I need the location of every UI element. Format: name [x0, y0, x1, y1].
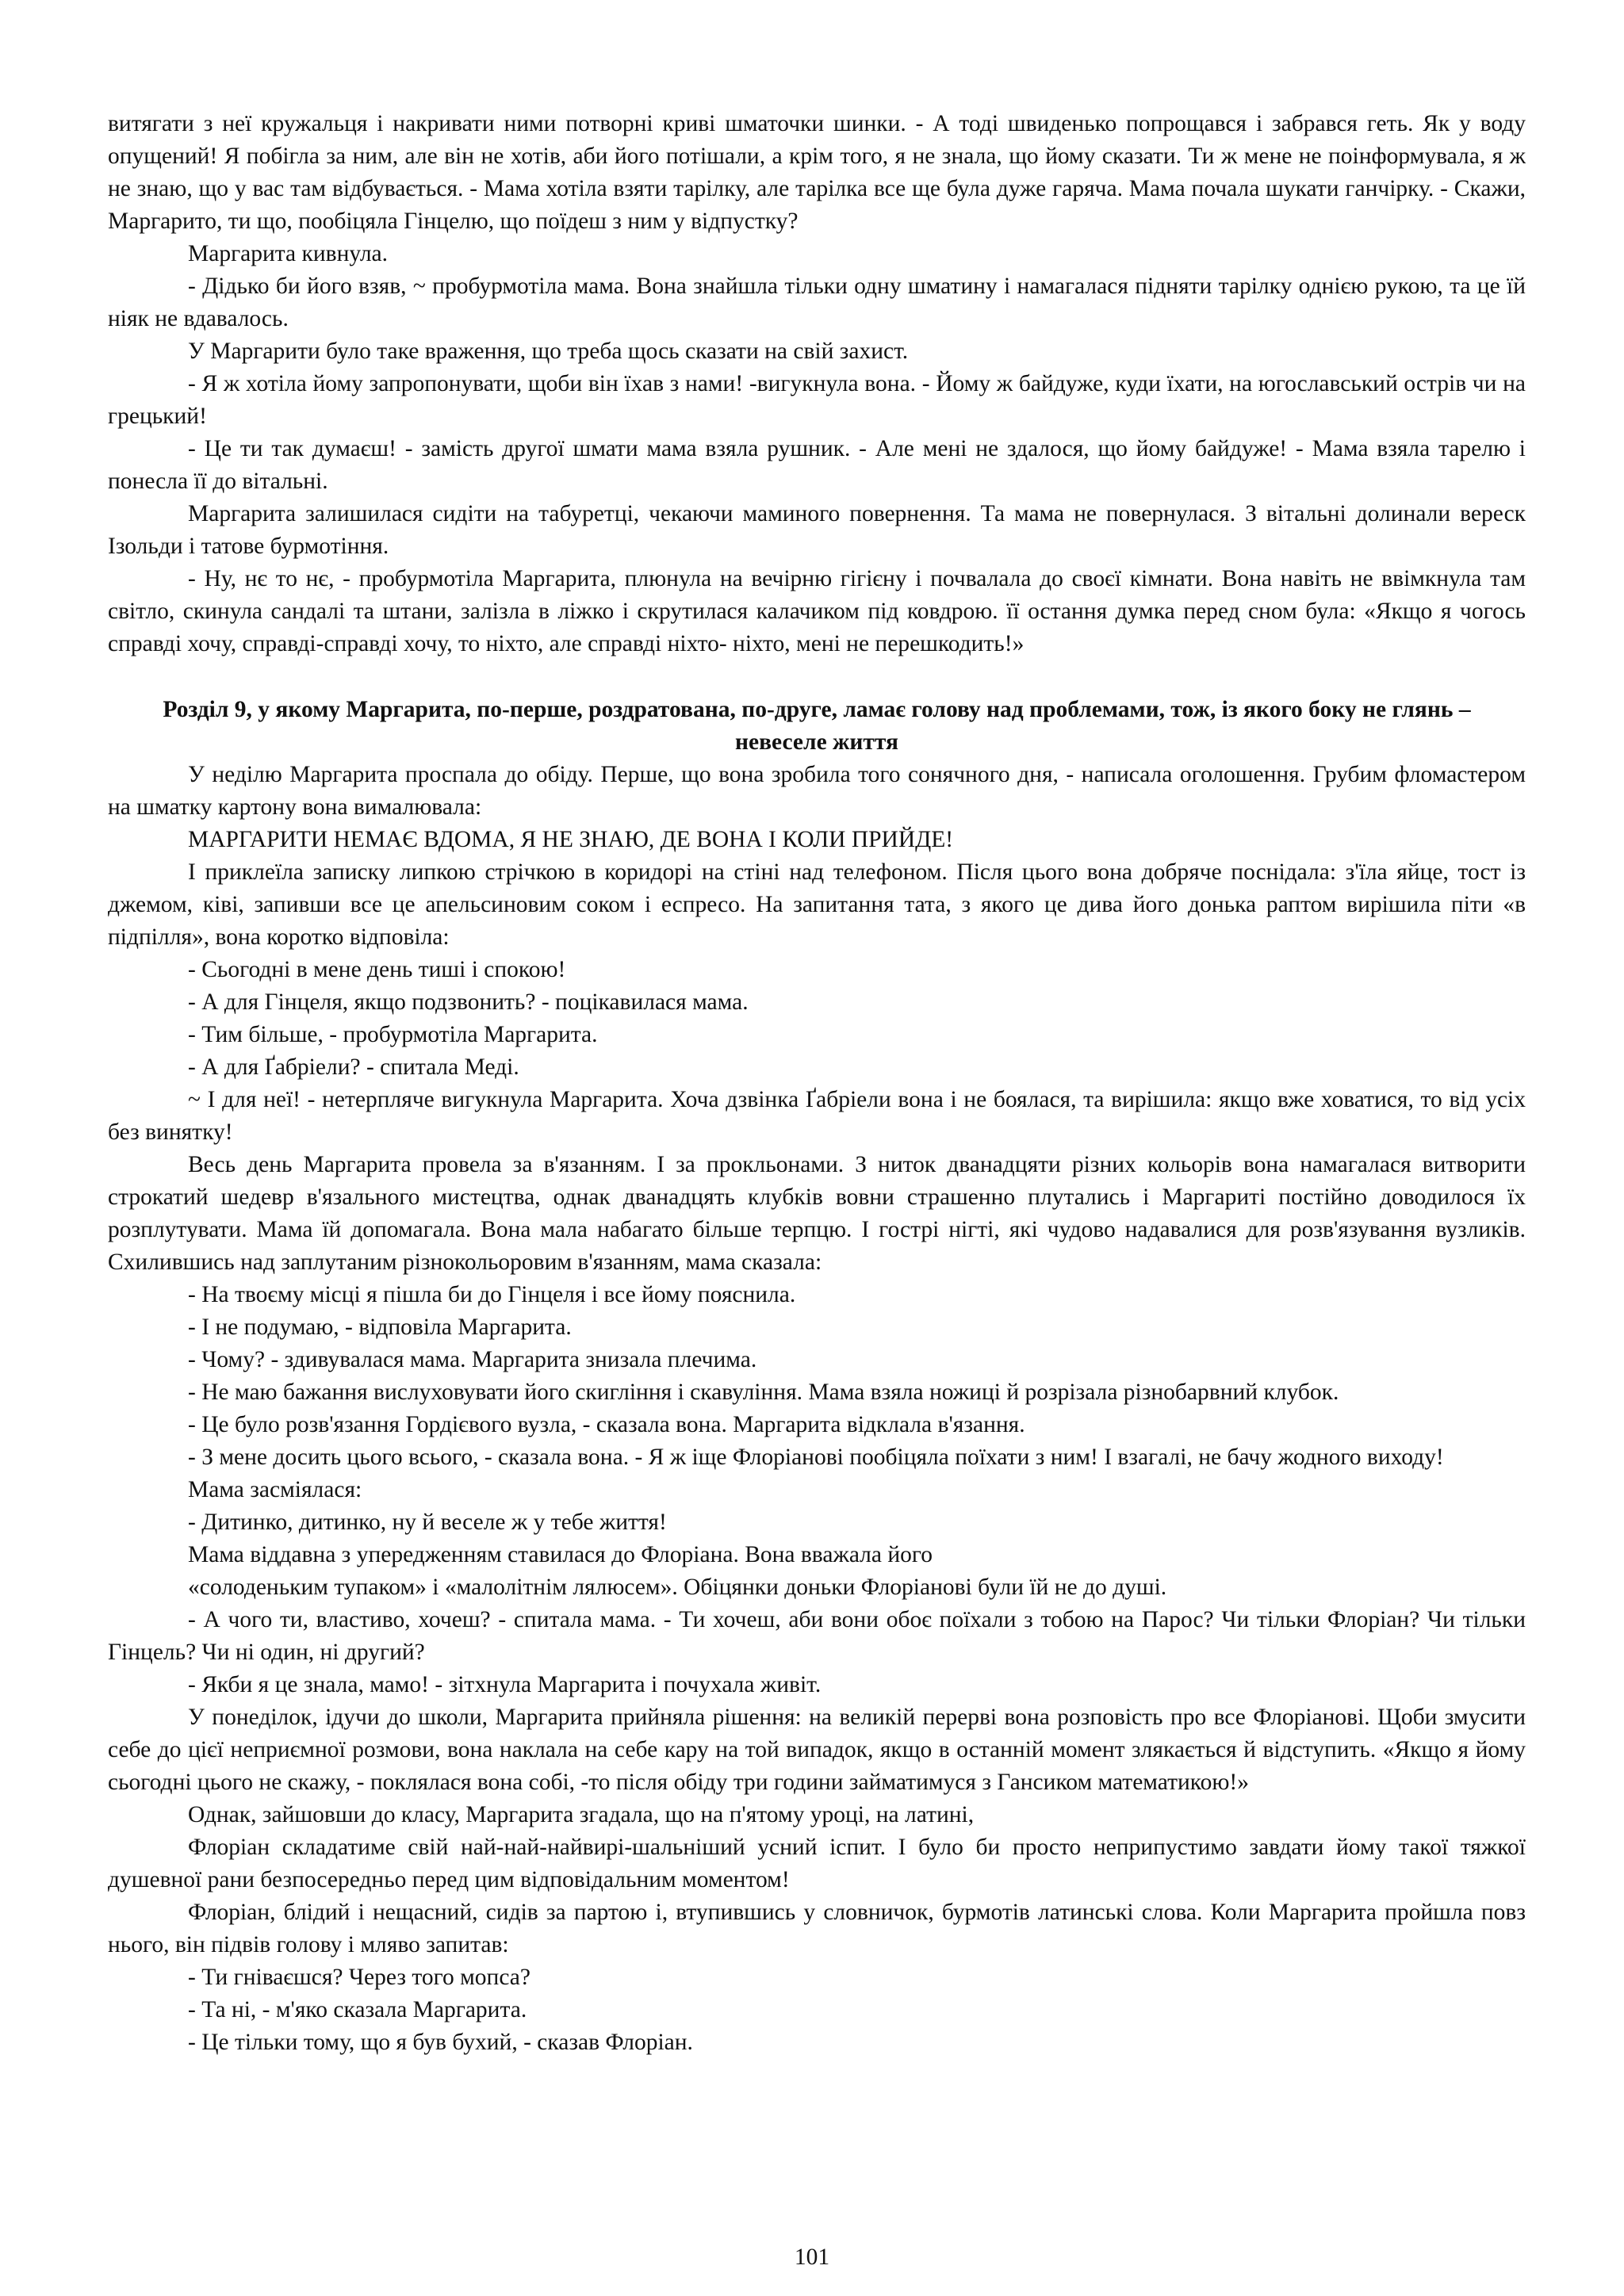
paragraph: витягати з неї кружальця і накривати ними потворні криві шматочки шинки. - А тоді швиденько попрощався і забрався геть. Як у воду опущений! Я побігла за ним, але він не хотів, аби його потішали, а крім того, я не знала, що йому сказати. Ти ж мене не поінформувала, я ж не знаю, що у вас там відбувається. - Мама хотіла взяти тарілку, але тарілка все ще була дуже гаряча. Мама почала шукати ганчірку. - Скажи, Маргарито, ти що, пообіцяла Гінцелю, що поїдеш з ним у відпустку?	[108, 111, 1526, 234]
paragraph: - Сьогодні в мене день тиші і спокою!	[188, 957, 566, 982]
paragraph: У Маргарити було таке враження, що треба щось сказати на свій захист.	[188, 339, 909, 364]
paragraph: Маргарита залишилася сидіти на табуретці, чекаючи маминого повернення. Та мама не повернулася. З вітальні долинали вереск Ізольди і татове бурмотіння.	[108, 501, 1526, 559]
paragraph: - Не маю бажання вислуховувати його скигління і скавуління. Мама взяла ножиці й розрізала різнобарвний клубок.	[188, 1380, 1339, 1405]
text-before-heading	[108, 108, 1526, 660]
paragraph: МАРГАРИТИ НЕМАЄ ВДОМА, Я НЕ ЗНАЮ, ДЕ ВОНА І КОЛИ ПРИЙДЕ!	[188, 827, 954, 852]
paragraph: - На твоєму місці я пішла би до Гінцеля і все йому пояснила.	[188, 1282, 796, 1307]
paragraph: - З мене досить цього всього, - сказала вона. - Я ж іще Флоріанові пообіцяла поїхати з ним! І взагалі, не бачу жодного виходу!	[188, 1445, 1444, 1470]
paragraph: - Дитинко, дитинко, ну й веселе ж у тебе життя!	[188, 1510, 667, 1535]
paragraph: ~ І для неї! - нетерпляче вигукнула Маргарита. Хоча дзвінка Ґабріели вона і не боялася, та вирішила: якщо вже ховатися, то від усіх без винятку!	[108, 1087, 1526, 1145]
paragraph: Весь день Маргарита провела за в'язанням. І за прокльонами. З ниток дванадцяти різних кольорів вона намагалася витворити строкатий шедевр в'язального мистецтва, однак дванадцять клубків вовни страшенно плутались і Маргариті постійно доводилося їх розплутувати. Мама їй допомагала. Вона мала набагато більше терпцю. І гострі нігті, які чудово надавалися для розв'язування вузликів. Схилившись над заплутаним різнокольоровим в'язанням, мама сказала:	[108, 1152, 1526, 1275]
chapter-heading: Розділ 9, у якому Маргарита, по-перше, роздратована, по-друге, ламає голову над проблемами, тож, із якого боку не глянь – невеселе життя	[163, 697, 1471, 755]
paragraph: Флоріан, блідий і нещасний, сидів за партою і, втупившись у словничок, бурмотів латинські слова. Коли Маргарита пройшла повз нього, він підвів голову і мляво запитав:	[108, 1900, 1526, 1957]
paragraph: - Та ні, - м'яко сказала Маргарита.	[188, 1997, 527, 2022]
paragraph: Флоріан складатиме свій най-най-найвирі-шальніший усний іспит. І було би просто неприпустимо завдати йому такої тяжкої душевної рани безпосередньо перед цим відповідальним моментом!	[108, 1835, 1526, 1892]
paragraph: «солоденьким тупаком» і «малолітнім лялюсем». Обіцянки доньки Флоріанові були їй не до душі.	[188, 1575, 1167, 1600]
paragraph: - Ти гніваєшся? Через того мопса?	[188, 1965, 530, 1990]
paragraph: Маргарита кивнула.	[188, 241, 389, 266]
paragraph: - Тим більше, - пробурмотіла Маргарита.	[188, 1022, 598, 1047]
paragraph: - Якби я це знала, мамо! - зітхнула Маргарита і почухала живіт.	[188, 1672, 822, 1697]
paragraph: - А чого ти, властиво, хочеш? - спитала мама. - Ти хочеш, аби вони обоє поїхали з тобою на Парос? Чи тільки Флоріан? Чи тільки Гінцель? Чи ні один, ні другий?	[108, 1607, 1526, 1665]
paragraph: Однак, зайшовши до класу, Маргарита згадала, що на п'ятому уроці, на латині,	[188, 1802, 975, 1827]
paragraph: - І не подумаю, - відповіла Маргарита.	[188, 1314, 572, 1340]
paragraph: Мама віддавна з упередженням ставилася до Флоріана. Вона вважала його	[188, 1542, 933, 1567]
paragraph: І приклеїла записку липкою стрічкою в коридорі на стіні над телефоном. Після цього вона добряче поснідала: з'їла яйце, тост із джемом, ківі, запивши все це апельсиновим соком і еспресо. На запитання тата, з якого це дива його донька раптом вирішила піти «в підпілля», вона коротко відповіла:	[108, 859, 1526, 950]
paragraph: Мама засміялася:	[188, 1477, 362, 1502]
paragraph: У неділю Маргарита проспала до обіду. Перше, що вона зробила того сонячного дня, - написала оголошення. Грубим фломастером на шматку картону вона вималювала:	[108, 762, 1526, 820]
paragraph: - Дідько би його взяв, ~ пробурмотіла мама. Вона знайшла тільки одну шматину і намагалася підняти тарілку однією рукою, та це їй ніяк не вдавалось.	[108, 274, 1526, 331]
page-number: 101	[794, 2244, 830, 2270]
paragraph: - А для Ґабріели? - спитала Меді.	[188, 1054, 519, 1080]
paragraph: - Це було розв'язання Гордієвого вузла, - сказала вона. Маргарита відклала в'язання.	[188, 1412, 1025, 1437]
paragraph: - Це тільки тому, що я був бухий, - сказав Флоріан.	[188, 2030, 693, 2055]
paragraph: - Ну, нє то нє, - пробурмотіла Маргарита, плюнула на вечірню гігієну і почвалала до своєї кімнати. Вона навіть не ввімкнула там світло, скинула сандалі та штани, залізла в ліжко і скрутилася калачиком під ковдрою. її остання думка перед сном була: «Якщо я чогось справді хочу, справді-справді хочу, то ніхто, але справді ніхто- ніхто, мені не перешкодить!»	[108, 566, 1526, 656]
text-after-heading	[108, 759, 1526, 2059]
paragraph: - А для Гінцеля, якщо подзвонить? - поцікавилася мама.	[188, 989, 749, 1015]
paragraph: - Чому? - здивувалася мама. Маргарита знизала плечима.	[188, 1347, 757, 1372]
paragraph: - Це ти так думаєш! - замість другої шмати мама взяла рушник. - Але мені не здалося, що йому байдуже! - Мама взяла тарелю і понесла її до вітальні.	[108, 436, 1526, 494]
paragraph: У понеділок, ідучи до школи, Маргарита прийняла рішення: на великій перерві вона розповість про все Флоріанові. Щоби змусити себе до цієї неприємної розмови, вона наклала на себе кару на той випадок, якщо в останній момент злякається й відступить. «Якщо я йому сьогодні цього не скажу, - поклялася вона собі, -то після обіду три години займатимуся з Гансиком математикою!»	[108, 1705, 1526, 1795]
paragraph: - Я ж хотіла йому запропонувати, щоби він їхав з нами! -вигукнула вона. - Йому ж байдуже, куди їхати, на югославський острів чи на грецький!	[108, 371, 1526, 429]
